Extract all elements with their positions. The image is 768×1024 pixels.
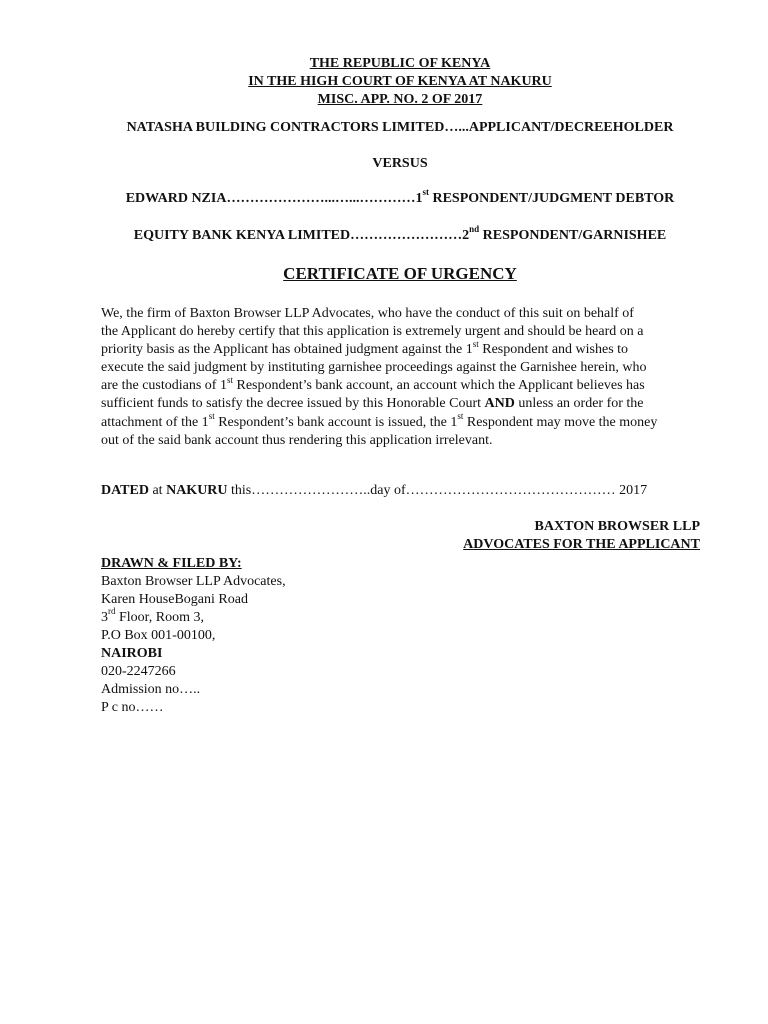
body-line <box>101 395 703 413</box>
drawn-admission: Admission no….. <box>101 682 201 697</box>
body-line: out of the said bank account thus rendering this application irrelevant. <box>101 432 493 448</box>
respondent1-name: EDWARD NZIA…………………...…...…………1 <box>125 191 423 206</box>
drawn-floor <box>101 606 286 627</box>
drawn-street: Karen HouseBogani Road <box>101 592 248 607</box>
body-text: Respondent’s bank account is issued, the 1 <box>214 414 458 430</box>
drawn-phone: 020-2247266 <box>101 664 176 679</box>
drawn-firm: Baxton Browser LLP Advocates, <box>101 574 286 589</box>
respondent1-sup: st <box>422 187 429 198</box>
body-line: the Applicant do hereby certify that this application is extremely urgent and should be heard on a <box>101 324 644 340</box>
body-line <box>101 338 703 359</box>
certificate-body <box>101 305 703 450</box>
body-text: priority basis as the Applicant has obtained judgment against the 1 <box>101 342 473 358</box>
body-line <box>101 410 703 432</box>
body-sup: st <box>472 338 479 349</box>
drawn-po-box: P.O Box 001-00100, <box>101 628 216 643</box>
body-text: Respondent and wishes to <box>478 342 629 358</box>
body-sup: st <box>457 410 464 421</box>
applicant-line: NATASHA BUILDING CONTRACTORS LIMITED…...APPLICANT/DECREEHOLDER <box>126 120 674 135</box>
body-text: unless an order for the <box>514 396 644 412</box>
header-republic: THE REPUBLIC OF KENYA <box>309 56 491 71</box>
drawn-pc-no: P c no…… <box>101 700 164 715</box>
respondent1-role: RESPONDENT/JUDGMENT DEBTOR <box>428 191 675 206</box>
body-text: attachment of the 1 <box>101 414 209 430</box>
drawn-heading: DRAWN & FILED BY: <box>101 556 242 571</box>
body-text: sufficient funds to satisfy the decree issued by this Honorable Court <box>101 396 485 412</box>
floor-sup: rd <box>108 606 116 617</box>
respondent1-line <box>0 187 768 207</box>
dated-place: NAKURU <box>166 483 228 498</box>
body-text: are the custodians of 1 <box>101 378 227 394</box>
signature-role: ADVOCATES FOR THE APPLICANT <box>463 537 700 552</box>
body-line: execute the said judgment by instituting garnishee proceedings against the Garnishee herein, who <box>101 360 647 376</box>
dated-at: at <box>148 483 167 498</box>
body-line: We, the firm of Baxton Browser LLP Advocates, who have the conduct of this suit on behalf of <box>101 306 634 321</box>
versus-line: VERSUS <box>372 156 428 171</box>
respondent2-sup: nd <box>469 224 480 235</box>
certificate-title: CERTIFICATE OF URGENCY <box>283 264 517 283</box>
dated-rest: this……………………..day of……………………………………… 2017 <box>227 483 648 498</box>
floor-number: 3 <box>101 610 108 625</box>
court-header <box>0 55 768 109</box>
body-bold-and: AND <box>484 396 515 412</box>
respondent2-name: EQUITY BANK KENYA LIMITED……………………2 <box>133 228 470 243</box>
body-sup: st <box>208 410 215 421</box>
drawn-filed-block <box>101 555 286 717</box>
header-case-number: MISC. APP. NO. 2 OF 2017 <box>317 92 483 107</box>
header-court: IN THE HIGH COURT OF KENYA AT NAKURU <box>248 74 552 89</box>
respondent2-role: RESPONDENT/GARNISHEE <box>479 228 667 243</box>
body-text: Respondent’s bank account, an account which the Applicant believes has <box>232 378 645 394</box>
signature-firm: BAXTON BROWSER LLP <box>534 519 700 534</box>
dated-label: DATED <box>101 483 149 498</box>
body-line <box>101 374 703 395</box>
body-sup: st <box>226 374 233 385</box>
body-text: Respondent may move the money <box>463 414 658 430</box>
drawn-city: NAIROBI <box>101 646 163 661</box>
respondent2-line <box>0 224 768 244</box>
dated-line <box>101 483 647 499</box>
floor-rest: Floor, Room 3, <box>115 610 205 625</box>
